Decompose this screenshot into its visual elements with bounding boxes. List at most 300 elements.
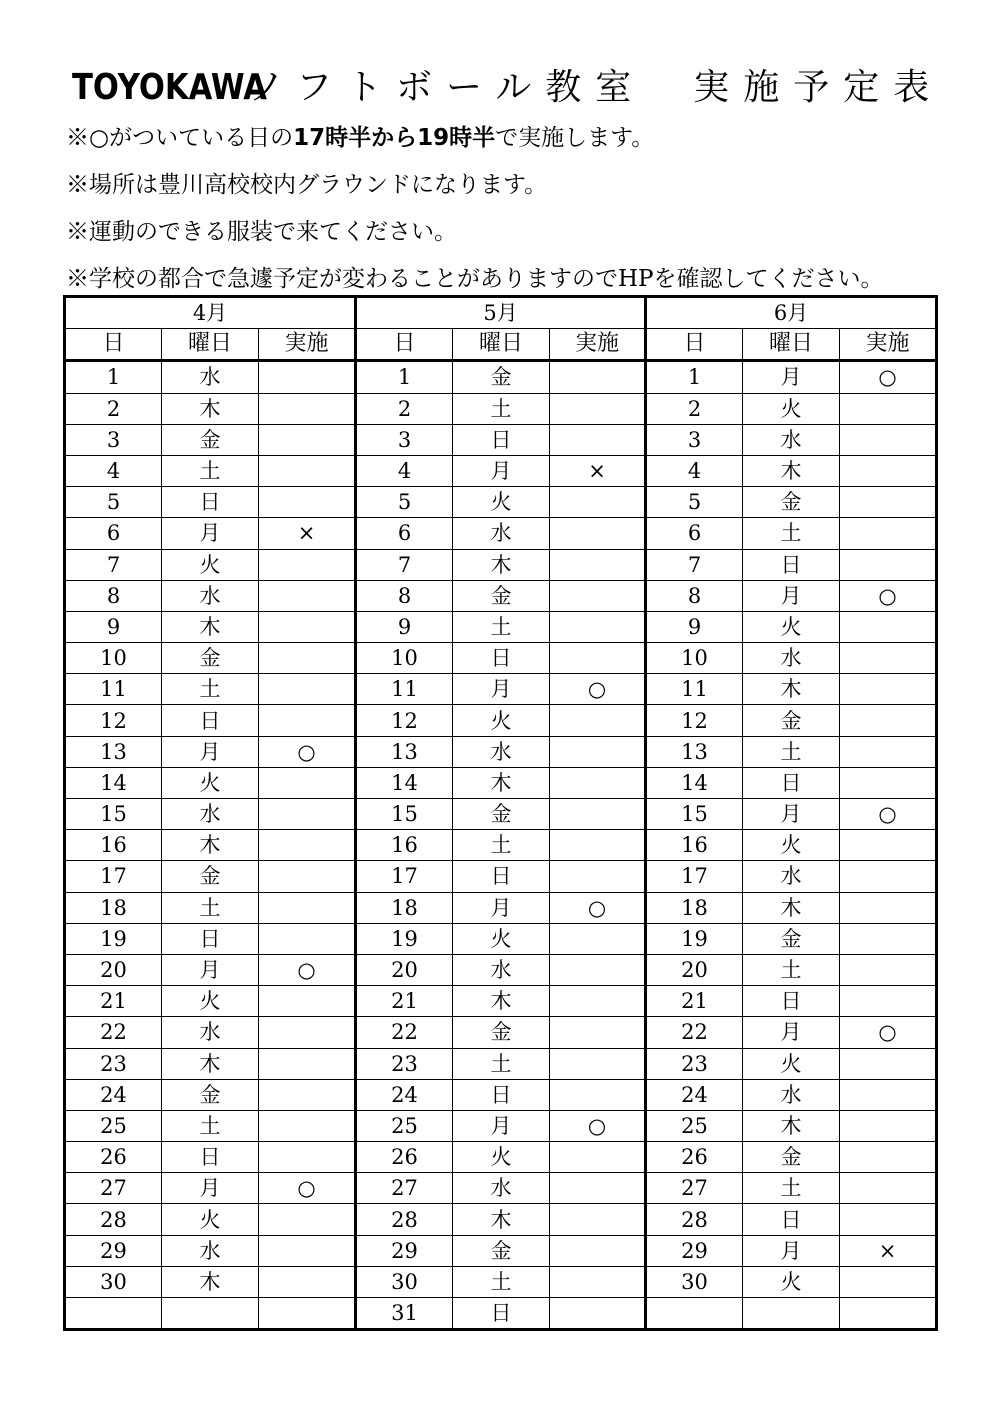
day-cell: 16 — [65, 830, 162, 861]
table-row — [65, 892, 937, 923]
day-cell: 28 — [65, 1204, 162, 1235]
table-row — [65, 799, 937, 830]
weekday-cell: 水 — [453, 736, 550, 767]
day-cell: 4 — [646, 455, 743, 486]
weekday-cell: 金 — [162, 1079, 259, 1110]
weekday-cell: 火 — [453, 923, 550, 954]
weekday-cell: 金 — [453, 580, 550, 611]
weekday-cell: 金 — [453, 361, 550, 393]
table-row — [65, 487, 937, 518]
weekday-cell: 金 — [162, 861, 259, 892]
weekday-cell: 水 — [743, 1079, 840, 1110]
day-cell: 5 — [65, 487, 162, 518]
weekday-cell: 金 — [453, 1235, 550, 1266]
day-cell: 27 — [646, 1173, 743, 1204]
weekday-cell: 火 — [743, 830, 840, 861]
held-mark-cell — [840, 1110, 937, 1141]
day-cell — [65, 1298, 162, 1330]
day-cell: 29 — [356, 1235, 453, 1266]
held-mark-cell — [550, 1048, 646, 1079]
day-cell: 25 — [65, 1110, 162, 1141]
held-mark-cell: ○ — [550, 1110, 646, 1141]
weekday-cell: 日 — [162, 923, 259, 954]
day-cell: 4 — [356, 455, 453, 486]
day-cell: 20 — [356, 954, 453, 985]
held-mark-cell — [840, 923, 937, 954]
held-mark-cell — [550, 1173, 646, 1204]
day-cell: 21 — [65, 986, 162, 1017]
day-cell: 4 — [65, 455, 162, 486]
held-mark-cell — [259, 611, 356, 642]
held-mark-cell — [550, 1142, 646, 1173]
held-mark-cell — [550, 799, 646, 830]
weekday-cell: 水 — [453, 1173, 550, 1204]
day-cell: 10 — [65, 643, 162, 674]
col-held: 実施 — [550, 329, 646, 361]
held-mark-cell — [840, 892, 937, 923]
held-mark-cell — [259, 1110, 356, 1141]
weekday-cell: 月 — [162, 518, 259, 549]
title-main: ソフトボール教室 — [246, 67, 646, 108]
weekday-cell: 日 — [162, 487, 259, 518]
weekday-cell: 土 — [453, 1048, 550, 1079]
weekday-cell: 月 — [162, 1173, 259, 1204]
held-mark-cell: ○ — [259, 954, 356, 985]
held-mark-cell — [550, 923, 646, 954]
weekday-cell: 金 — [453, 799, 550, 830]
held-mark-cell — [840, 518, 937, 549]
day-cell: 11 — [65, 674, 162, 705]
held-mark-cell — [550, 1235, 646, 1266]
table-row — [65, 705, 937, 736]
table-row — [65, 954, 937, 985]
weekday-cell: 月 — [162, 954, 259, 985]
weekday-cell: 火 — [743, 393, 840, 424]
held-mark-cell — [840, 1048, 937, 1079]
day-cell: 13 — [356, 736, 453, 767]
day-cell: 8 — [356, 580, 453, 611]
held-mark-cell — [840, 611, 937, 642]
day-cell: 27 — [65, 1173, 162, 1204]
held-mark-cell — [259, 986, 356, 1017]
held-mark-cell — [550, 518, 646, 549]
weekday-cell — [162, 1298, 259, 1330]
table-row — [65, 580, 937, 611]
held-mark-cell — [259, 1298, 356, 1330]
weekday-cell: 金 — [453, 1017, 550, 1048]
weekday-cell: 月 — [453, 892, 550, 923]
weekday-cell: 土 — [453, 1266, 550, 1297]
held-mark-cell — [840, 1204, 937, 1235]
held-mark-cell: ○ — [840, 361, 937, 393]
held-mark-cell — [550, 736, 646, 767]
held-mark-cell — [259, 361, 356, 393]
held-mark-cell — [840, 954, 937, 985]
weekday-cell: 水 — [162, 799, 259, 830]
weekday-cell: 日 — [453, 643, 550, 674]
held-mark-cell — [259, 674, 356, 705]
day-cell: 18 — [65, 892, 162, 923]
col-weekday: 曜日 — [743, 329, 840, 361]
day-cell: 2 — [646, 393, 743, 424]
month-label: 6月 — [646, 297, 937, 329]
day-cell: 15 — [356, 799, 453, 830]
day-cell: 10 — [356, 643, 453, 674]
day-cell: 22 — [65, 1017, 162, 1048]
weekday-cell: 月 — [453, 674, 550, 705]
day-cell: 5 — [356, 487, 453, 518]
month-header-row — [65, 297, 937, 329]
held-mark-cell — [550, 705, 646, 736]
day-cell: 14 — [65, 767, 162, 798]
table-row — [65, 1142, 937, 1173]
weekday-cell: 土 — [162, 892, 259, 923]
day-cell: 7 — [65, 549, 162, 580]
weekday-cell: 金 — [743, 705, 840, 736]
day-cell: 17 — [646, 861, 743, 892]
day-cell: 31 — [356, 1298, 453, 1330]
table-row — [65, 1017, 937, 1048]
weekday-cell: 木 — [453, 767, 550, 798]
weekday-cell: 月 — [743, 1017, 840, 1048]
weekday-cell: 金 — [743, 1142, 840, 1173]
weekday-cell: 日 — [453, 861, 550, 892]
held-mark-cell — [550, 986, 646, 1017]
col-day: 日 — [356, 329, 453, 361]
held-mark-cell — [259, 455, 356, 486]
weekday-cell: 木 — [743, 1110, 840, 1141]
weekday-cell: 月 — [743, 799, 840, 830]
weekday-cell — [743, 1298, 840, 1330]
table-row — [65, 549, 937, 580]
held-mark-cell — [259, 1204, 356, 1235]
held-mark-cell — [550, 487, 646, 518]
held-mark-cell — [550, 361, 646, 393]
month-label: 5月 — [356, 297, 646, 329]
weekday-cell: 金 — [162, 424, 259, 455]
weekday-cell: 土 — [162, 1110, 259, 1141]
weekday-cell: 木 — [453, 549, 550, 580]
table-row — [65, 1204, 937, 1235]
weekday-cell: 木 — [162, 1048, 259, 1079]
day-cell: 23 — [65, 1048, 162, 1079]
held-mark-cell — [550, 643, 646, 674]
weekday-cell: 木 — [162, 830, 259, 861]
held-mark-cell — [840, 1142, 937, 1173]
day-cell: 9 — [646, 611, 743, 642]
held-mark-cell — [259, 1142, 356, 1173]
held-mark-cell — [550, 393, 646, 424]
weekday-cell: 月 — [453, 1110, 550, 1141]
held-mark-cell: ○ — [550, 674, 646, 705]
held-mark-cell — [840, 1266, 937, 1297]
held-mark-cell — [840, 767, 937, 798]
note-text: で実施します。 — [495, 125, 655, 151]
held-mark-cell — [840, 986, 937, 1017]
held-mark-cell — [550, 1298, 646, 1330]
weekday-cell: 火 — [453, 705, 550, 736]
table-row — [65, 830, 937, 861]
table-row — [65, 643, 937, 674]
held-mark-cell — [259, 643, 356, 674]
held-mark-cell — [259, 767, 356, 798]
day-cell: 21 — [646, 986, 743, 1017]
weekday-cell: 月 — [162, 736, 259, 767]
held-mark-cell — [550, 830, 646, 861]
day-cell: 29 — [65, 1235, 162, 1266]
held-mark-cell — [550, 549, 646, 580]
weekday-cell: 火 — [743, 1048, 840, 1079]
weekday-cell: 土 — [453, 393, 550, 424]
weekday-cell: 土 — [743, 954, 840, 985]
held-mark-cell — [550, 580, 646, 611]
day-cell: 9 — [356, 611, 453, 642]
held-mark-cell — [840, 861, 937, 892]
held-mark-cell: ○ — [550, 892, 646, 923]
table-row — [65, 424, 937, 455]
held-mark-cell — [840, 674, 937, 705]
note-text: ※運動のできる服装で来てください。 — [66, 219, 457, 245]
day-cell: 16 — [646, 830, 743, 861]
weekday-cell: 土 — [743, 1173, 840, 1204]
table-row — [65, 1173, 937, 1204]
held-mark-cell — [259, 1235, 356, 1266]
day-cell: 3 — [646, 424, 743, 455]
note-text: ※学校の都合で急遽予定が変わることがありますのでHPを確認してください。 — [66, 266, 884, 292]
weekday-cell: 土 — [162, 455, 259, 486]
day-cell: 20 — [646, 954, 743, 985]
table-row — [65, 455, 937, 486]
held-mark-cell — [840, 1298, 937, 1330]
day-cell: 1 — [65, 361, 162, 393]
held-mark-cell: ○ — [840, 799, 937, 830]
weekday-cell: 火 — [743, 611, 840, 642]
held-mark-cell: × — [550, 455, 646, 486]
col-weekday: 曜日 — [453, 329, 550, 361]
day-cell: 25 — [356, 1110, 453, 1141]
held-mark-cell — [840, 487, 937, 518]
weekday-cell: 月 — [743, 361, 840, 393]
day-cell: 10 — [646, 643, 743, 674]
note-1 — [66, 118, 946, 165]
held-mark-cell — [259, 830, 356, 861]
title-sub: 実施予定表 — [693, 67, 944, 108]
held-mark-cell — [259, 487, 356, 518]
day-cell: 13 — [65, 736, 162, 767]
weekday-cell: 日 — [743, 767, 840, 798]
weekday-cell: 火 — [162, 986, 259, 1017]
day-cell: 22 — [646, 1017, 743, 1048]
day-cell: 8 — [646, 580, 743, 611]
weekday-cell: 金 — [162, 643, 259, 674]
held-mark-cell — [550, 1204, 646, 1235]
weekday-cell: 火 — [162, 549, 259, 580]
day-cell: 1 — [356, 361, 453, 393]
weekday-cell: 月 — [743, 580, 840, 611]
weekday-cell: 日 — [453, 424, 550, 455]
day-cell: 3 — [356, 424, 453, 455]
held-mark-cell — [840, 455, 937, 486]
held-mark-cell — [259, 580, 356, 611]
day-cell: 24 — [65, 1079, 162, 1110]
day-cell: 20 — [65, 954, 162, 985]
held-mark-cell — [259, 549, 356, 580]
day-cell: 23 — [356, 1048, 453, 1079]
held-mark-cell — [259, 393, 356, 424]
weekday-cell: 火 — [453, 487, 550, 518]
weekday-cell: 火 — [162, 767, 259, 798]
note-3 — [66, 212, 946, 259]
day-cell: 11 — [646, 674, 743, 705]
held-mark-cell — [550, 611, 646, 642]
table-row — [65, 393, 937, 424]
held-mark-cell — [840, 1079, 937, 1110]
day-cell: 18 — [646, 892, 743, 923]
note-text: ※○がついている日の — [66, 125, 294, 151]
day-cell: 24 — [646, 1079, 743, 1110]
month-label: 4月 — [65, 297, 356, 329]
day-cell: 14 — [356, 767, 453, 798]
weekday-cell: 木 — [743, 674, 840, 705]
weekday-cell: 日 — [743, 1204, 840, 1235]
col-day: 日 — [65, 329, 162, 361]
weekday-cell: 日 — [453, 1298, 550, 1330]
day-cell: 16 — [356, 830, 453, 861]
day-cell: 22 — [356, 1017, 453, 1048]
weekday-cell: 木 — [162, 1266, 259, 1297]
weekday-cell: 火 — [743, 1266, 840, 1297]
table-row — [65, 361, 937, 393]
note-text: ※場所は豊川高校校内グラウンドになります。 — [66, 172, 548, 198]
held-mark-cell — [550, 1079, 646, 1110]
held-mark-cell: ○ — [259, 1173, 356, 1204]
day-cell: 26 — [356, 1142, 453, 1173]
col-day: 日 — [646, 329, 743, 361]
held-mark-cell: × — [840, 1235, 937, 1266]
note-2 — [66, 165, 946, 212]
held-mark-cell — [550, 1266, 646, 1297]
day-cell: 14 — [646, 767, 743, 798]
col-held: 実施 — [259, 329, 356, 361]
page-title — [72, 62, 952, 114]
weekday-cell: 金 — [743, 923, 840, 954]
held-mark-cell — [259, 861, 356, 892]
day-cell: 3 — [65, 424, 162, 455]
day-cell: 12 — [65, 705, 162, 736]
day-cell: 25 — [646, 1110, 743, 1141]
col-weekday: 曜日 — [162, 329, 259, 361]
weekday-cell: 土 — [743, 736, 840, 767]
day-cell: 6 — [646, 518, 743, 549]
held-mark-cell — [259, 705, 356, 736]
weekday-cell: 水 — [162, 580, 259, 611]
weekday-cell: 土 — [743, 518, 840, 549]
table-row — [65, 1048, 937, 1079]
day-cell: 23 — [646, 1048, 743, 1079]
held-mark-cell — [550, 767, 646, 798]
day-cell: 28 — [646, 1204, 743, 1235]
schedule-table — [63, 295, 938, 1331]
day-cell: 15 — [646, 799, 743, 830]
weekday-cell: 木 — [162, 393, 259, 424]
weekday-cell: 土 — [453, 611, 550, 642]
col-held: 実施 — [840, 329, 937, 361]
table-row — [65, 518, 937, 549]
notes — [66, 118, 946, 306]
table-row — [65, 1110, 937, 1141]
table-row — [65, 1298, 937, 1330]
held-mark-cell — [259, 1017, 356, 1048]
weekday-cell: 木 — [743, 455, 840, 486]
column-header-row — [65, 329, 937, 361]
weekday-cell: 木 — [743, 892, 840, 923]
note-bold-time: 17時半から19時半 — [293, 125, 496, 151]
table-row — [65, 861, 937, 892]
weekday-cell: 土 — [453, 830, 550, 861]
weekday-cell: 日 — [743, 986, 840, 1017]
day-cell: 13 — [646, 736, 743, 767]
day-cell: 15 — [65, 799, 162, 830]
held-mark-cell — [840, 705, 937, 736]
weekday-cell: 日 — [162, 705, 259, 736]
held-mark-cell — [840, 393, 937, 424]
held-mark-cell — [259, 424, 356, 455]
day-cell: 9 — [65, 611, 162, 642]
held-mark-cell — [550, 424, 646, 455]
day-cell: 6 — [356, 518, 453, 549]
held-mark-cell — [550, 954, 646, 985]
weekday-cell: 日 — [162, 1142, 259, 1173]
day-cell: 28 — [356, 1204, 453, 1235]
day-cell: 24 — [356, 1079, 453, 1110]
weekday-cell: 水 — [743, 861, 840, 892]
weekday-cell: 水 — [453, 954, 550, 985]
day-cell: 6 — [65, 518, 162, 549]
weekday-cell: 水 — [743, 643, 840, 674]
table-row — [65, 923, 937, 954]
weekday-cell: 日 — [743, 549, 840, 580]
weekday-cell: 木 — [453, 1204, 550, 1235]
day-cell: 19 — [356, 923, 453, 954]
day-cell: 2 — [356, 393, 453, 424]
day-cell: 7 — [356, 549, 453, 580]
held-mark-cell: ○ — [840, 1017, 937, 1048]
held-mark-cell — [259, 1079, 356, 1110]
day-cell: 17 — [356, 861, 453, 892]
weekday-cell: 月 — [453, 455, 550, 486]
day-cell: 19 — [65, 923, 162, 954]
weekday-cell: 日 — [453, 1079, 550, 1110]
held-mark-cell: ○ — [259, 736, 356, 767]
day-cell: 2 — [65, 393, 162, 424]
held-mark-cell — [840, 1173, 937, 1204]
day-cell: 29 — [646, 1235, 743, 1266]
title-en: TOYOKAWA — [72, 67, 267, 108]
day-cell: 12 — [646, 705, 743, 736]
held-mark-cell — [840, 549, 937, 580]
day-cell: 27 — [356, 1173, 453, 1204]
weekday-cell: 水 — [162, 1235, 259, 1266]
weekday-cell: 水 — [743, 424, 840, 455]
day-cell: 26 — [65, 1142, 162, 1173]
day-cell: 21 — [356, 986, 453, 1017]
weekday-cell: 火 — [162, 1204, 259, 1235]
weekday-cell: 土 — [162, 674, 259, 705]
held-mark-cell — [259, 1048, 356, 1079]
table-row — [65, 1266, 937, 1297]
day-cell: 19 — [646, 923, 743, 954]
day-cell: 26 — [646, 1142, 743, 1173]
